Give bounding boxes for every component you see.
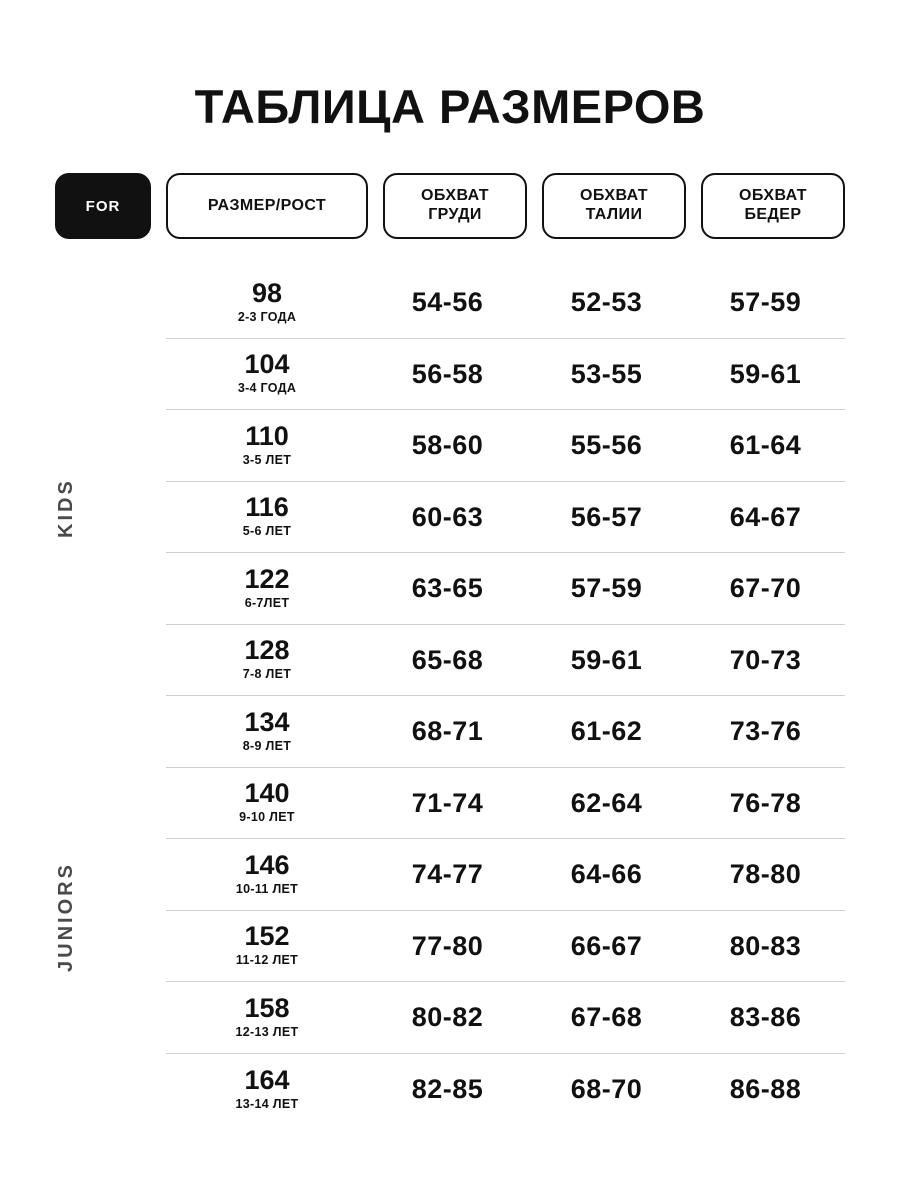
cell-waist: 66-67 (570, 930, 643, 961)
size-table (0, 267, 900, 1125)
table-row (166, 482, 845, 554)
cell-size (166, 992, 368, 1041)
cell-waist: 56-57 (570, 501, 643, 532)
group-labels (55, 267, 151, 1125)
table-header-row (0, 173, 900, 239)
cell-chest: 60-63 (411, 501, 484, 532)
cell-hips: 61-64 (729, 430, 802, 461)
table-row (166, 410, 845, 482)
cell-hips: 70-73 (729, 644, 802, 675)
cell-size (166, 351, 368, 397)
table-row (166, 625, 845, 697)
cell-chest: 71-74 (411, 787, 484, 818)
cell-size (166, 277, 368, 326)
age-value: 13-14 ЛЕТ (235, 1096, 299, 1111)
table-row (166, 911, 845, 983)
cell-hips: 64-67 (729, 501, 802, 532)
column-header-chest (383, 173, 527, 239)
cell-hips: 73-76 (729, 716, 802, 747)
cell-size (166, 563, 368, 612)
cell-waist: 53-55 (570, 358, 643, 389)
cell-waist: 61-62 (570, 716, 643, 747)
size-value: 122 (244, 563, 290, 594)
column-header-size-height: РАЗМЕР/РОСТ (166, 173, 368, 239)
table-row (166, 839, 845, 911)
table-row (166, 267, 845, 339)
cell-size (166, 420, 368, 469)
size-value: 104 (244, 349, 290, 380)
age-value: 3-4 ГОДА (237, 381, 297, 396)
cell-chest: 54-56 (411, 287, 484, 318)
column-header-chest-line1: ОБХВАТ (421, 187, 489, 205)
page-title: ТАБЛИЦА РАЗМЕРОВ (194, 80, 706, 133)
table-row (166, 339, 845, 411)
group-label-juniors: JUNIORS (55, 862, 77, 973)
table-row (166, 696, 845, 768)
cell-size (166, 923, 368, 969)
table-row (166, 768, 845, 840)
cell-hips: 67-70 (729, 573, 802, 604)
cell-waist: 59-61 (570, 644, 643, 675)
for-badge: FOR (55, 173, 151, 239)
age-value: 6-7ЛЕТ (244, 595, 290, 610)
size-value: 98 (251, 277, 283, 308)
cell-hips: 86-88 (729, 1074, 802, 1105)
size-value: 158 (244, 992, 290, 1023)
cell-chest: 77-80 (411, 930, 484, 961)
size-value: 116 (245, 492, 289, 523)
age-value: 12-13 ЛЕТ (235, 1024, 299, 1039)
column-header-hips (701, 173, 845, 239)
cell-chest: 58-60 (411, 430, 484, 461)
cell-waist: 67-68 (570, 1002, 643, 1033)
column-header-hips-line2: БЕДЕР (744, 206, 802, 224)
size-value: 164 (244, 1064, 290, 1095)
cell-chest: 80-82 (411, 1002, 484, 1033)
age-value: 10-11 ЛЕТ (235, 881, 299, 896)
cell-chest: 56-58 (411, 358, 484, 389)
size-value: 128 (244, 635, 290, 666)
age-value: 3-5 ЛЕТ (242, 452, 292, 467)
cell-size (166, 637, 368, 683)
age-value: 11-12 ЛЕТ (235, 953, 299, 968)
age-value: 2-3 ГОДА (237, 309, 297, 324)
cell-hips: 78-80 (729, 859, 802, 890)
table-row (166, 1054, 845, 1126)
column-header-waist-line1: ОБХВАТ (580, 187, 648, 205)
size-value: 140 (244, 778, 290, 809)
column-header-chest-line2: ГРУДИ (428, 206, 482, 224)
age-value: 8-9 ЛЕТ (242, 738, 292, 753)
cell-hips: 83-86 (729, 1002, 802, 1033)
table-row (166, 553, 845, 625)
column-header-waist (542, 173, 686, 239)
table-row (166, 982, 845, 1054)
age-value: 9-10 ЛЕТ (239, 810, 295, 825)
cell-hips: 76-78 (729, 787, 802, 818)
cell-chest: 65-68 (411, 644, 484, 675)
cell-waist: 68-70 (570, 1074, 643, 1105)
cell-waist: 64-66 (570, 859, 643, 890)
cell-waist: 55-56 (570, 430, 643, 461)
cell-size (166, 780, 368, 826)
column-header-waist-line2: ТАЛИИ (585, 206, 643, 224)
cell-waist: 62-64 (570, 787, 643, 818)
cell-waist: 57-59 (570, 573, 643, 604)
size-value: 134 (244, 706, 290, 737)
table-body (166, 267, 845, 1125)
cell-hips: 59-61 (729, 358, 802, 389)
cell-hips: 57-59 (729, 287, 802, 318)
age-value: 5-6 ЛЕТ (242, 524, 292, 539)
cell-size (166, 849, 368, 898)
cell-size (166, 494, 368, 540)
age-value: 7-8 ЛЕТ (242, 667, 292, 682)
cell-chest: 68-71 (411, 716, 484, 747)
cell-chest: 82-85 (411, 1074, 484, 1105)
cell-size (166, 706, 368, 755)
cell-hips: 80-83 (729, 930, 802, 961)
cell-chest: 63-65 (411, 573, 484, 604)
column-header-hips-line1: ОБХВАТ (739, 187, 807, 205)
size-value: 110 (245, 420, 289, 451)
size-value: 152 (244, 921, 290, 952)
group-label-kids: KIDS (55, 478, 77, 539)
cell-size (166, 1064, 368, 1113)
size-value: 146 (244, 849, 290, 880)
cell-chest: 74-77 (411, 859, 484, 890)
cell-waist: 52-53 (570, 287, 643, 318)
